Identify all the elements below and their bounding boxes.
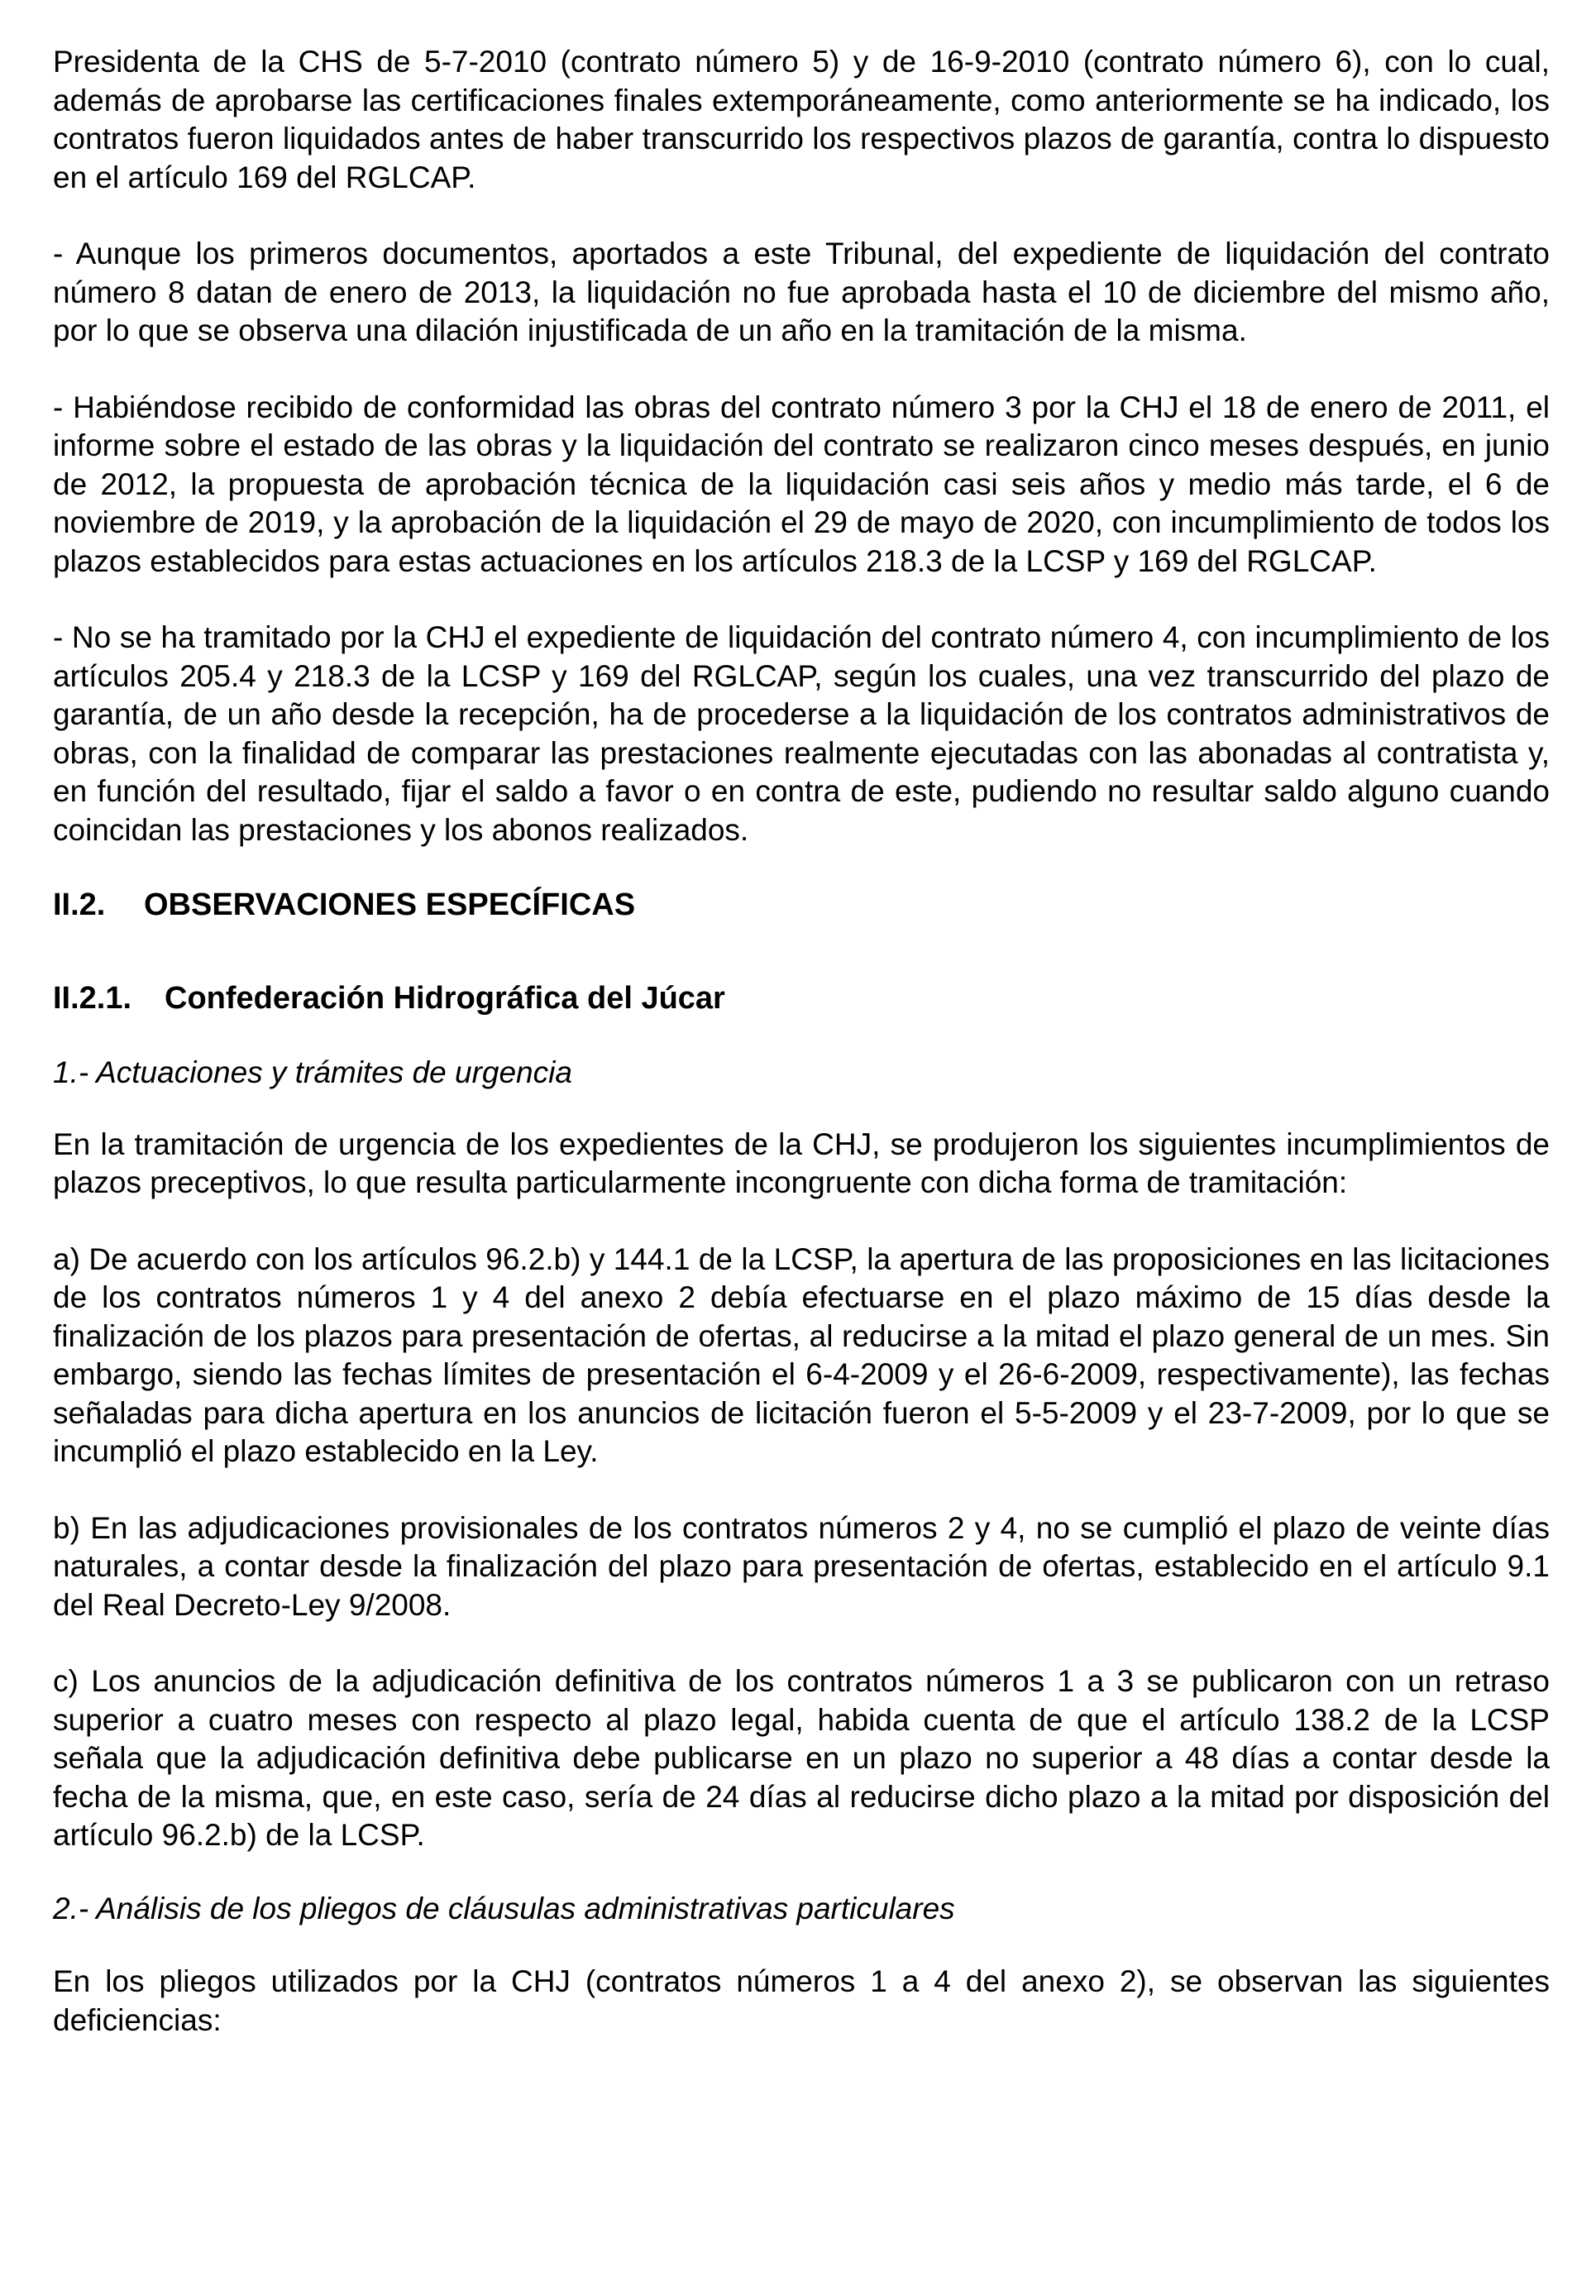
section-number: II.2. — [53, 887, 106, 922]
subheading-urgencia: 1.- Actuaciones y trámites de urgencia — [53, 1055, 572, 1089]
subheading-pliegos: 2.- Análisis de los pliegos de cláusulas administrativas particulares — [53, 1891, 955, 1925]
subsection-number: II.2.1. — [53, 980, 132, 1016]
subsection-title: Confederación Hidrográfica del Júcar — [165, 980, 725, 1016]
subsection-heading-chj — [53, 979, 1550, 1018]
paragraph-pliegos-chj: En los pliegos utilizados por la CHJ (contratos números 1 a 4 del anexo 2), se observan las siguientes deficiencias: — [53, 1964, 1550, 2037]
paragraph-liquidacion-chs: Presidenta de la CHS de 5-7-2010 (contrato número 5) y de 16-9-2010 (contrato número 6), con lo cual, además de aprobarse las certificaciones finales extemporáneamente, como anteriormente se ha indicado, los contratos fueron liquidados antes de haber transcurrido los respectivos plazos de garantía, contra lo dispuesto en el artículo 169 del RGLCAP. — [53, 45, 1550, 194]
document-page — [53, 43, 1550, 2040]
paragraph-item-c: c) Los anuncios de la adjudicación definitiva de los contratos números 1 a 3 se publicaron con un retraso superior a cuatro meses con respecto al plazo legal, habida cuenta de que el artículo 138.2 de la LCSP señala que la adjudicación definitiva debe publicarse en un plazo no superior a 48 días a contar desde la fecha de la misma, que, en este caso, sería de 24 días al reducirse dicho plazo a la mitad por disposición del artículo 96.2.b) de la LCSP. — [53, 1664, 1550, 1852]
paragraph-contrato-8: - Aunque los primeros documentos, aportados a este Tribunal, del expediente de liquidación del contrato número 8 datan de enero de 2013, la liquidación no fue aprobada hasta el 10 de diciembre del mismo año, por lo que se observa una dilación injustificada de un año en la tramitación de la misma. — [53, 237, 1550, 347]
paragraph-contrato-3: - Habiéndose recibido de conformidad las obras del contrato número 3 por la CHJ el 18 de enero de 2011, el informe sobre el estado de las obras y la liquidación del contrato se realizaron cinco meses después, en junio de 2012, la propuesta de aprobación técnica de la liquidación casi seis años y medio más tarde, el 6 de noviembre de 2019, y la aprobación de la liquidación el 29 de mayo de 2020, con incumplimiento de todos los plazos establecidos para estas actuaciones en los artículos 218.3 de la LCSP y 169 del RGLCAP. — [53, 390, 1550, 578]
paragraph-item-b: b) En las adjudicaciones provisionales de los contratos números 2 y 4, no se cumplió el plazo de veinte días naturales, a contar desde la finalización del plazo para presentación de ofertas, establecido en el artículo 9.1 del Real Decreto-Ley 9/2008. — [53, 1510, 1550, 1622]
section-heading-observaciones — [53, 886, 1550, 925]
section-title: OBSERVACIONES ESPECÍFICAS — [144, 887, 636, 922]
paragraph-contrato-4: - No se ha tramitado por la CHJ el expediente de liquidación del contrato número 4, con incumplimiento de los artículos 205.4 y 218.3 de la LCSP y 169 del RGLCAP, según los cuales, una vez transcurrido del plazo de garantía, de un año desde la recepción, ha de procederse a la liquidación de los contratos administrativos de obras, con la finalidad de comparar las prestaciones realmente ejecutadas con las abonadas al contratista y, en función del resultado, fijar el saldo a favor o en contra de este, pudiendo no resultar saldo alguno cuando coincidan las prestaciones y los abonos realizados. — [53, 620, 1550, 847]
paragraph-tramitacion-urgencia: En la tramitación de urgencia de los expedientes de la CHJ, se produjeron los siguientes incumplimientos de plazos preceptivos, lo que resulta particularmente incongruente con dicha forma de tramitación: — [53, 1126, 1550, 1199]
paragraph-item-a: a) De acuerdo con los artículos 96.2.b) y 144.1 de la LCSP, la apertura de las proposiciones en las licitaciones de los contratos números 1 y 4 del anexo 2 debía efectuarse en el plazo máximo de 15 días desde la finalización de los plazos para presentación de ofertas, al reducirse a la mitad el plazo general de un mes. Sin embargo, siendo las fechas límites de presentación el 6-4-2009 y el 26-6-2009, respectivamente), las fechas señaladas para dicha apertura en los anuncios de licitación fueron el 5-5-2009 y el 23-7-2009, por lo que se incumplió el plazo establecido en la Ley. — [53, 1241, 1550, 1468]
